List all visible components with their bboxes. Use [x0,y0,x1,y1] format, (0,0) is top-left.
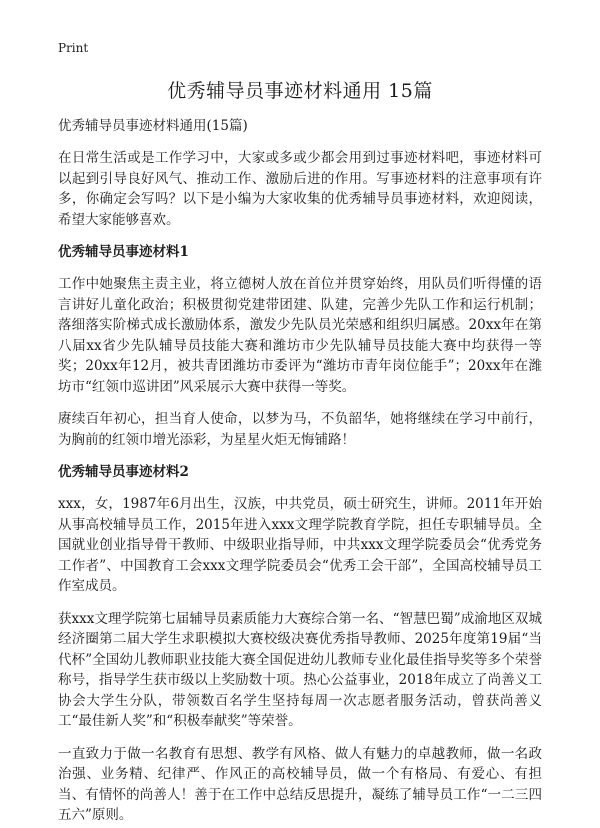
document-title: 优秀辅导员事迹材料通用 15篇 [167,80,433,102]
section-heading: 优秀辅导员事迹材料1 [58,244,189,260]
section-2 [58,462,542,826]
section-heading: 优秀辅导员事迹材料2 [58,464,189,480]
section-paragraph: 一直致力于做一名教育有思想、教学有风格、做人有魅力的卓越教师，做一名政治强、业务精、纪律严、作风正的高校辅导员，做一个有格局、有爱心、有担当、有情怀的尚善人！善于在工作中总结反思提升，凝练了辅导员工作“一二三四五六”原则。 [58,745,542,823]
section-paragraph: xxx，女，1987年6月出生，汉族，中共党员，硕士研究生，讲师。2011年开始从事高校辅导员工作，2015年进入xxx文理学院教育学院，担任专职辅导员。全国就业创业指导骨干教师、中级职业指导师，中共xxx文理学院委员会“优秀党务工作者”、中国教育工会xxx文理学院委员会“优秀工会干部”，全国高校辅导员工作室成员。 [58,496,542,594]
section-1 [58,242,542,450]
section-paragraph: 赓续百年初心，担当育人使命，以梦为马，不负韶华，她将继续在学习中前行，为胸前的红领巾增光添彩，为星星火炬无悔铺路！ [58,411,542,448]
section-paragraph: 工作中她聚焦主责主业，将立德树人放在首位并贯穿始终，用队员们听得懂的语言讲好儿童化政治；积极贯彻党建带团建、队建，完善少先队工作和运行机制；落细落实阶梯式成长激励体系，激发少先队员光荣感和组织归属感。20xx年在第八届xx省少先队辅导员技能大赛和潍坊市少先队辅导员技能大赛中均获得一等奖；20xx年12月，被共青团潍坊市委评为“潍坊市青年岗位能手”；20xx年在潍坊市“红领巾巡讲团”风采展示大赛中获得一等奖。 [58,276,542,395]
section-paragraph: 获xxx文理学院第七届辅导员素质能力大赛综合第一名、“智慧巴蜀”成渝地区双城经济圈第二届大学生求职模拟大赛校级决赛优秀指导教师、2025年度第19届“当代杯”全国幼儿教师职业技能大赛全国促进幼儿教师专业化最佳指导奖等多个荣誉称号，指导学生获市级以上奖励数十项。热心公益事业，2018年成立了尚善义工协会大学生分队，带领数百名学生坚持每周一次志愿者服务活动，曾获尚善义工“最佳新人奖”和“积极奉献奖”等荣誉。 [58,610,542,729]
print-link[interactable]: Print [58,41,89,55]
document-subtitle: 优秀辅导员事迹材料通用(15篇) [58,118,248,134]
intro-paragraph: 在日常生活或是工作学习中，大家或多或少都会用到过事迹材料吧，事迹材料可以起到引导良好风气、推动工作、激励后进的作用。写事迹材料的注意事项有许多，你确定会写吗？以下是小编为大家收集的优秀辅导员事迹材料，欢迎阅读，希望大家能够喜欢。 [58,150,542,228]
